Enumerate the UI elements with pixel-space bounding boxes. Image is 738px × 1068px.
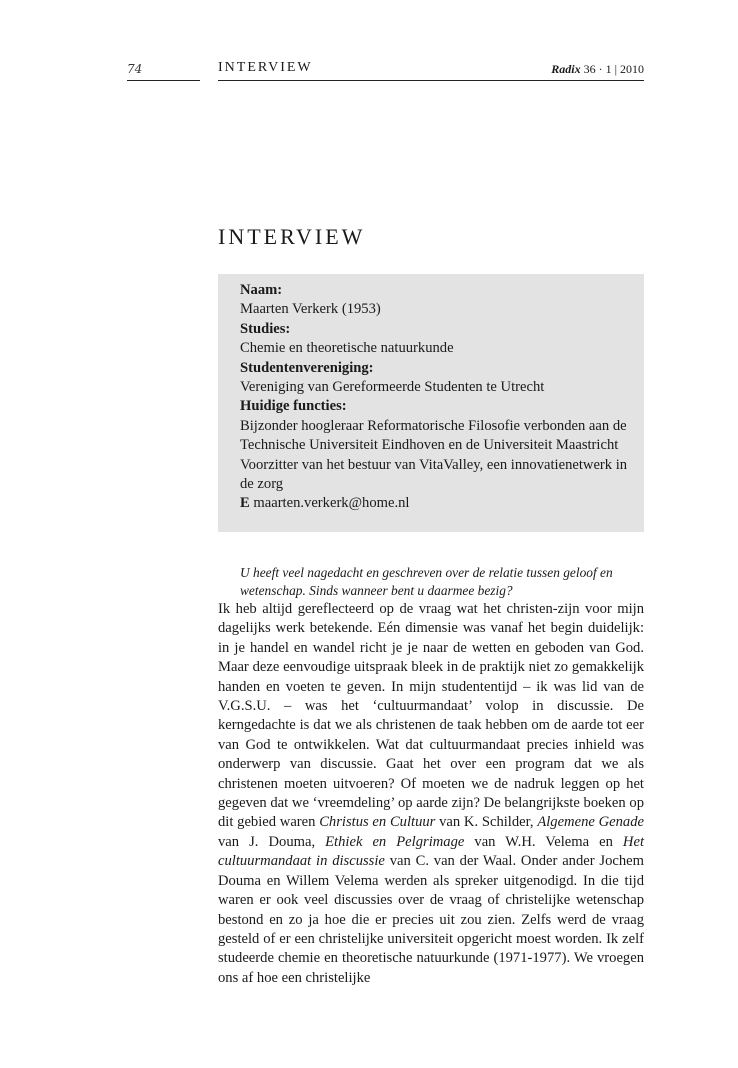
page-number: 74	[127, 62, 143, 76]
studies-value: Chemie en theoretische natuurkunde	[240, 340, 454, 357]
answer-text-5: van C. van der Waal. Onder ander Jochem Douma en Willem Velema werden als spreker uitgenodigd. In die tijd waren er ook veel discussies over de vraag of christelijke wetenschap bestond en zo ja hoe die er precies uit zou zien. Zelfs werd de vraag gesteld of er een christelijke universiteit opgericht moest worden. Ik zelf studeerde chemie en theoretische natuurkunde (1971-1977). We vroegen ons af hoe een christelijke	[218, 853, 644, 986]
running-head: INTERVIEW	[218, 60, 313, 75]
answer-text-4: van W.H. Velema en	[474, 833, 613, 850]
association-label: Studentenvereniging:	[240, 359, 374, 376]
header-rule-left	[127, 80, 200, 81]
interview-question: U heeft veel nagedacht en geschreven over de relatie tussen geloof en wetenschap. Sinds wanneer bent u daarmee bezig?	[240, 565, 613, 598]
association-value: Vereniging van Gereformeerde Studenten te Utrecht	[240, 379, 545, 396]
email-address[interactable]: maarten.verkerk@home.nl	[253, 495, 410, 512]
journal-issue: 36 · 1 | 2010	[583, 62, 644, 76]
header-rule-right	[218, 80, 644, 81]
functions-label: Huidige functies:	[240, 398, 347, 415]
answer-text-1: Ik heb altijd gereflecteerd op de vraag wat het christen-zijn voor mijn dagelijks werk betekende. Eén dimensie was vanaf het begin duidelijk: in je handel en wandel richt je je naar de wetten en geboden van God. Maar deze eenvoudige uitspraak bleek in de praktijk niet zo gemakkelijk handen en voeten te geven. In mijn studententijd – ik was lid van de V.G.S.U. – was het ‘cultuurmandaat’ volop in discussie. De kerngedachte is dat we als christenen de taak hebben om de aarde tot eer van God te ontwikkelen. Wat dat cultuurmandaat precies inhield was onderwerp van discussie. Gaat het over een program dat we als christenen moeten uitvoeren? Of moeten we de nadruk leggen op het gegeven dat we ‘vreemdeling’ op aarde zijn? De belangrijkste boeken op dit gebied waren	[218, 601, 644, 831]
email-line	[240, 494, 634, 513]
function-2: Voorzitter van het bestuur van VitaValley, een innovatienetwerk in de zorg	[240, 456, 628, 493]
book-title-3: Ethiek en Pelgrimage	[325, 833, 465, 850]
answer-text-3: van J. Douma,	[218, 833, 316, 850]
profile-box	[218, 274, 644, 532]
function-1: Bijzonder hoogleraar Reformatorische Filosofie verbonden aan de Technische Universiteit Eindhoven en de Universiteit Maastricht	[240, 417, 627, 454]
book-title-1: Christus en Cultuur	[319, 814, 436, 831]
studies-label: Studies:	[240, 320, 291, 337]
journal-info	[551, 62, 644, 77]
section-title: INTERVIEW	[218, 224, 366, 249]
answer-text-2: van K. Schilder,	[439, 814, 534, 831]
journal-name: Radix	[551, 62, 581, 76]
name-value: Maarten Verkerk (1953)	[240, 301, 381, 318]
book-title-2: Algemene Genade	[537, 814, 644, 831]
name-label: Naam:	[240, 282, 283, 298]
email-label: E	[240, 495, 250, 512]
interview-answer	[218, 600, 644, 988]
book-title-4: Het cultuurmandaat in discussie	[218, 833, 644, 870]
